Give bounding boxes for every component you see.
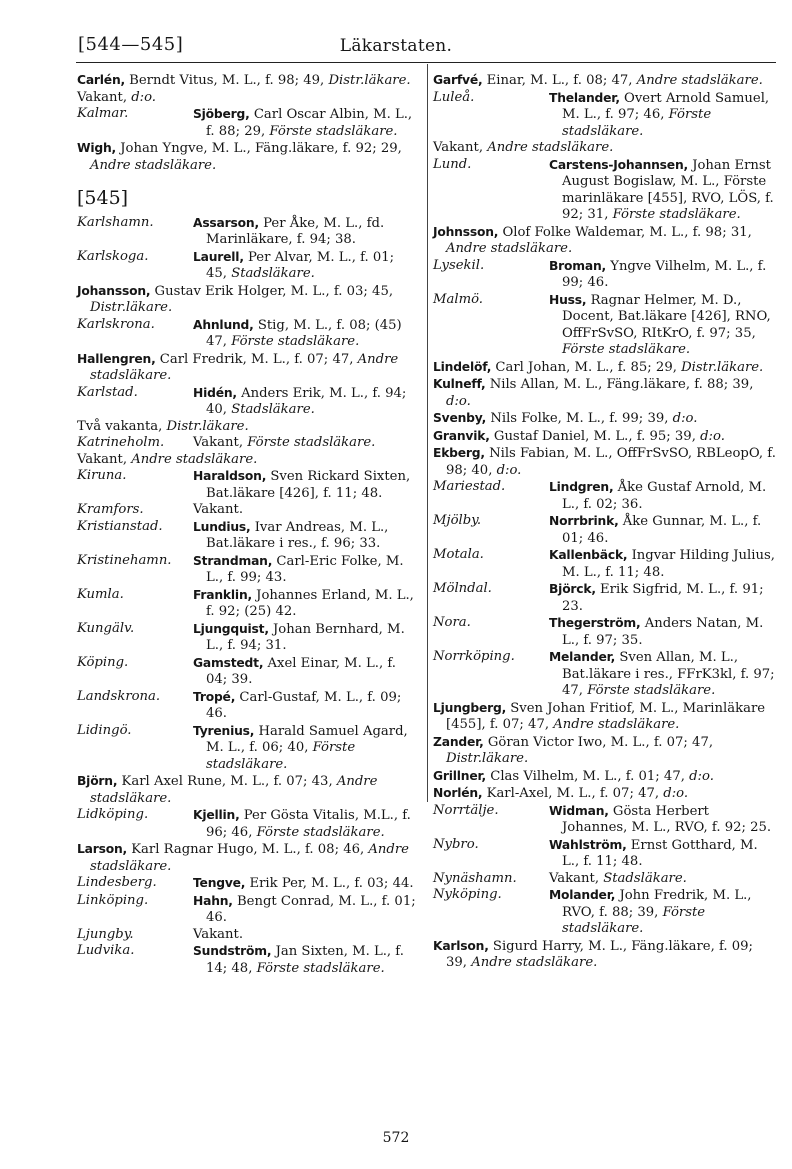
entry-details: Karl-Axel, M. L., f. 07; 47, bbox=[486, 786, 660, 801]
entry-details: Carl-Eric Folke, M. L., f. 99; 43. bbox=[206, 553, 404, 585]
entry-details: Anders Natan, M. L., f. 97; 35. bbox=[562, 616, 764, 648]
entry-body bbox=[193, 621, 419, 655]
entry-details: Johannes Erland, M. L., f. 92; (25) 42. bbox=[206, 587, 414, 619]
entry-details: Einar, M. L., f. 08; 47, bbox=[486, 73, 633, 88]
register-entry bbox=[77, 943, 419, 977]
entry-details: Harald Samuel Agard, M. L., f. 06; 40, bbox=[206, 723, 408, 755]
section-marker: [545] bbox=[77, 187, 129, 209]
register-entry bbox=[77, 249, 419, 283]
header-rule bbox=[76, 62, 776, 63]
entry-details: Karl Axel Rune, M. L., f. 07; 43, bbox=[121, 774, 333, 789]
position-title: Stadsläkare. bbox=[603, 870, 687, 886]
register-entry bbox=[433, 837, 776, 871]
register-entry bbox=[77, 553, 419, 587]
physician-name: Hallengren, bbox=[77, 351, 156, 366]
physician-name: Franklin, bbox=[193, 587, 252, 602]
physician-name: Zander, bbox=[433, 734, 484, 749]
position-title: d:o. bbox=[700, 428, 725, 444]
position-title: Stadsläkare. bbox=[231, 402, 315, 417]
entry-details: Overt Arnold Samuel, M. L., f. 97; 46, bbox=[562, 90, 770, 122]
entry-body bbox=[193, 468, 419, 502]
place-name: Kramfors. bbox=[77, 502, 144, 517]
register-entry bbox=[433, 140, 776, 157]
entry-body bbox=[193, 587, 419, 621]
register-entry bbox=[77, 468, 419, 502]
position-title: d:o. bbox=[663, 786, 689, 801]
entry-details: Åke Gustaf Arnold, M. L., f. 02; 36. bbox=[562, 480, 767, 512]
register-entry bbox=[77, 519, 419, 553]
entry-details: Olof Folke Waldemar, M. L., f. 98; 31, bbox=[502, 224, 752, 240]
place-name: Ludvika. bbox=[77, 943, 135, 958]
physician-name: Hidén, bbox=[193, 385, 237, 400]
entry-details: Vakant. bbox=[193, 926, 244, 942]
position-title: d:o. bbox=[446, 393, 471, 409]
entry-body bbox=[193, 317, 419, 351]
position-title: Förste stadsläkare. bbox=[587, 683, 716, 698]
physician-name: Thelander, bbox=[549, 90, 620, 105]
place-name: Lindesberg. bbox=[77, 875, 157, 890]
place-name: Ljungby. bbox=[77, 926, 134, 942]
running-title: Läkarstaten. bbox=[339, 36, 453, 56]
entry-details: Per Gösta Vitalis, M.L., f. 96; 46, bbox=[206, 808, 411, 840]
register-entry bbox=[433, 224, 776, 258]
position-title: Förste stadsläkare. bbox=[256, 960, 385, 976]
physician-name: Johnsson, bbox=[433, 224, 499, 239]
register-entry bbox=[77, 106, 419, 140]
position-title: d:o. bbox=[496, 462, 522, 478]
physician-name: Huss, bbox=[549, 292, 587, 307]
register-entry bbox=[433, 258, 776, 292]
entry-details: Sven Allan, M. L., Bat.läkare i res., FFrK3kl, f. 97; 47, bbox=[562, 650, 775, 698]
entry-details: Johan Ernst August Bogislaw, M. L., Förste marinläkare [455], RVO, LÖS, f. 92; 31, bbox=[562, 157, 774, 222]
entry-details: Berndt Vitus, M. L., f. 98; 49, bbox=[129, 73, 325, 88]
physician-name: Widman, bbox=[549, 803, 609, 818]
physician-name: Molander, bbox=[549, 888, 616, 902]
place-name: Kiruna. bbox=[77, 468, 127, 483]
entry-body bbox=[549, 258, 776, 292]
entry-details: Ernst Gotthard, M. L., f. 11; 48. bbox=[562, 837, 758, 869]
entry-details: Carl Fredrik, M. L., f. 07; 47, bbox=[159, 351, 354, 367]
entry-details: Axel Einar, M. L., f. 04; 39. bbox=[206, 655, 396, 687]
physician-name: Melander, bbox=[549, 650, 616, 664]
place-name: Karlskrona. bbox=[77, 316, 155, 332]
register-entry bbox=[433, 871, 776, 888]
register-entry bbox=[77, 655, 419, 689]
register-entry bbox=[433, 785, 776, 803]
place-name: Mariestad. bbox=[433, 479, 506, 494]
entry-body bbox=[193, 723, 419, 774]
register-entry bbox=[77, 773, 419, 807]
physician-name: Svenby, bbox=[433, 411, 487, 425]
register-entry bbox=[433, 803, 776, 837]
physician-name: Björn, bbox=[77, 774, 118, 788]
register-entry bbox=[433, 292, 776, 359]
entry-details: Vakant, bbox=[193, 435, 244, 450]
position-title: Andre stadsläkare. bbox=[636, 73, 763, 88]
physician-name: Wahlström, bbox=[549, 837, 627, 852]
position-title: Andre stadsläkare. bbox=[90, 842, 409, 874]
entry-details: Carl Johan, M. L., f. 85; 29, bbox=[495, 359, 677, 375]
position-title: Förste stadsläkare. bbox=[562, 107, 712, 139]
register-entry bbox=[433, 513, 776, 547]
entry-details: Sigurd Harry, M. L., Fäng.läkare, f. 09; 39, bbox=[446, 938, 753, 970]
place-name: Nyköping. bbox=[433, 887, 502, 902]
register-entry bbox=[433, 700, 776, 734]
entry-body bbox=[549, 581, 776, 615]
entry-details: John Fredrik, M. L., RVO, f. 88; 39, bbox=[562, 888, 752, 920]
register-entry bbox=[77, 807, 419, 841]
place-name: Landskrona. bbox=[77, 688, 161, 704]
column-divider bbox=[427, 64, 428, 802]
entry-details: Göran Victor Iwo, M. L., f. 07; 47, bbox=[487, 734, 714, 750]
register-entry bbox=[433, 768, 776, 786]
place-name: Lidköping. bbox=[77, 807, 149, 822]
register-entry bbox=[77, 689, 419, 723]
entry-body bbox=[193, 435, 419, 452]
entry-body bbox=[193, 807, 419, 841]
place-name: Nynäshamn. bbox=[433, 870, 517, 886]
place-name: Köping. bbox=[77, 654, 129, 670]
entry-details: Carl Oscar Albin, M. L., f. 88; 29, bbox=[206, 107, 413, 139]
register-entry bbox=[433, 410, 776, 428]
place-name: Norrtälje. bbox=[433, 802, 499, 818]
entry-details: Erik Per, M. L., f. 03; 44. bbox=[249, 876, 414, 891]
physician-name: Sundström, bbox=[193, 944, 272, 958]
entry-details: Vakant, bbox=[77, 451, 128, 467]
position-title: Andre stadsläkare. bbox=[90, 157, 217, 173]
entry-body bbox=[549, 837, 776, 871]
physician-name: Johansson, bbox=[77, 283, 151, 298]
register-entry bbox=[433, 90, 776, 141]
entry-body bbox=[193, 519, 419, 553]
entry-details: Ivar Andreas, M. L., Bat.läkare i res., f. 96; 33. bbox=[206, 519, 389, 551]
register-entry bbox=[77, 502, 419, 519]
register-entry bbox=[77, 452, 419, 469]
entry-details: Per Alvar, M. L., f. 01; 45, bbox=[206, 249, 395, 281]
place-name: Kungälv. bbox=[77, 620, 135, 636]
physician-name: Ahnlund, bbox=[193, 317, 254, 332]
place-name: Kristinehamn. bbox=[77, 552, 172, 568]
entry-details: Åke Gunnar, M. L., f. 01; 46. bbox=[562, 514, 762, 546]
physician-name: Lundius, bbox=[193, 519, 251, 534]
place-name: Kalmar. bbox=[77, 106, 129, 121]
page-range: [544—545] bbox=[78, 34, 184, 55]
register-entry bbox=[77, 875, 419, 893]
place-name: Nybro. bbox=[433, 836, 479, 852]
place-name: Karlskoga. bbox=[77, 248, 149, 264]
entry-details: Jan Sixten, M. L., f. 14; 48, bbox=[206, 944, 404, 976]
left-column bbox=[77, 72, 419, 977]
physician-name: Haraldson, bbox=[193, 469, 267, 483]
entry-body bbox=[549, 547, 776, 581]
position-title: Distr.läkare. bbox=[681, 359, 764, 375]
position-title: Andre stadsläkare. bbox=[487, 140, 614, 155]
place-name: Kristianstad. bbox=[77, 518, 163, 534]
physician-name: Thegerström, bbox=[549, 616, 641, 630]
position-title: Distr.läkare. bbox=[328, 73, 411, 88]
position-title: Förste stadsläkare. bbox=[562, 342, 691, 357]
register-entry bbox=[433, 887, 776, 938]
page-header bbox=[0, 0, 792, 60]
register-entry bbox=[77, 90, 419, 107]
physician-name: Kallenbäck, bbox=[549, 548, 628, 562]
register-entry bbox=[433, 547, 776, 581]
place-name: Katrineholm. bbox=[77, 435, 165, 450]
place-name: Mölndal. bbox=[433, 581, 492, 596]
position-title: Distr.läkare. bbox=[90, 300, 173, 315]
register-entry bbox=[77, 140, 419, 174]
entry-details: Clas Vilhelm, M. L., f. 01; 47, bbox=[490, 768, 685, 784]
entry-body bbox=[549, 803, 776, 837]
place-name: Lysekil. bbox=[433, 257, 485, 273]
entry-body bbox=[193, 106, 419, 140]
physician-name: Tyrenius, bbox=[193, 723, 255, 738]
position-title: Andre stadsläkare. bbox=[131, 451, 258, 467]
place-name: Karlshamn. bbox=[77, 214, 154, 230]
register-entry bbox=[433, 157, 776, 224]
entry-body bbox=[193, 943, 419, 977]
physician-name: Assarson, bbox=[193, 215, 259, 230]
entry-details: Vakant, bbox=[77, 89, 128, 105]
entry-body bbox=[193, 249, 419, 283]
entry-details: Vakant. bbox=[193, 502, 244, 517]
entry-details: Karl Ragnar Hugo, M. L., f. 08; 46, bbox=[131, 842, 365, 857]
entry-details: Sven Rickard Sixten, Bat.läkare [426], f. 11; 48. bbox=[206, 469, 411, 501]
position-title: Andre stadsläkare. bbox=[446, 241, 573, 256]
entry-details: Gustav Erik Holger, M. L., f. 03; 45, bbox=[154, 283, 394, 299]
physician-name: Tengve, bbox=[193, 876, 246, 890]
physician-name: Ekberg, bbox=[433, 446, 485, 460]
register-entry bbox=[77, 72, 419, 90]
register-entry bbox=[433, 734, 776, 768]
physician-name: Granvik, bbox=[433, 428, 490, 443]
entry-body bbox=[549, 649, 776, 700]
entry-body bbox=[193, 655, 419, 689]
position-title: Förste stadsläkare. bbox=[206, 740, 356, 772]
entry-body bbox=[549, 90, 776, 141]
place-name: Karlstad. bbox=[77, 384, 138, 400]
entry-body bbox=[193, 502, 419, 519]
register-entry bbox=[433, 376, 776, 410]
position-title: Distr.läkare. bbox=[166, 418, 249, 434]
register-entry bbox=[77, 435, 419, 452]
register-entry bbox=[77, 419, 419, 436]
entry-details: Yngve Vilhelm, M. L., f. 99; 46. bbox=[562, 258, 767, 290]
entry-details: Stig, M. L., f. 08; (45) 47, bbox=[206, 317, 402, 349]
place-name: Lidingö. bbox=[77, 722, 132, 738]
entry-details: Ingvar Hilding Julius, M. L., f. 11; 48. bbox=[562, 548, 775, 580]
register-entry bbox=[77, 385, 419, 419]
register-entry bbox=[77, 283, 419, 317]
position-title: d:o. bbox=[689, 768, 714, 784]
entry-details: Erik Sigfrid, M. L., f. 91; 23. bbox=[562, 582, 764, 614]
entry-details: Ragnar Helmer, M. D., Docent, Bat.läkare [426], RNO, OffFrSvSO, RItKrO, f. 97; 35, bbox=[562, 292, 771, 341]
place-name: Linköping. bbox=[77, 892, 149, 908]
entry-body bbox=[193, 689, 419, 723]
physician-name: Norlén, bbox=[433, 786, 483, 800]
entry-body bbox=[549, 887, 776, 938]
register-entry bbox=[77, 893, 419, 927]
register-entry bbox=[433, 359, 776, 377]
register-entry bbox=[77, 927, 419, 944]
position-title: Andre stadsläkare. bbox=[90, 351, 399, 383]
entry-body bbox=[193, 875, 419, 893]
position-title: d:o. bbox=[131, 89, 157, 105]
register-entry bbox=[433, 445, 776, 479]
entry-details: Nils Allan, M. L., Fäng.läkare, f. 88; 39, bbox=[489, 377, 754, 392]
position-title: d:o. bbox=[672, 411, 698, 426]
entry-details: Per Åke, M. L., fd. Marinläkare, f. 94; 38. bbox=[206, 215, 385, 247]
physician-name: Carlén, bbox=[77, 73, 125, 87]
register-entry bbox=[433, 649, 776, 700]
physician-name: Grillner, bbox=[433, 768, 487, 783]
page-number: 572 bbox=[382, 1130, 410, 1146]
physician-name: Carstens-Johannsen, bbox=[549, 157, 688, 172]
entry-body bbox=[549, 871, 776, 888]
physician-name: Tropé, bbox=[193, 689, 236, 704]
physician-name: Karlson, bbox=[433, 938, 489, 953]
position-title: Förste stadsläkare. bbox=[247, 435, 376, 450]
physician-name: Björck, bbox=[549, 582, 596, 596]
entry-body bbox=[549, 292, 776, 359]
register-entry bbox=[433, 72, 776, 90]
physician-name: Lindelöf, bbox=[433, 359, 492, 374]
physician-name: Strandman, bbox=[193, 553, 273, 568]
physician-name: Larson, bbox=[77, 842, 127, 856]
register-entry bbox=[77, 351, 419, 385]
place-name: Mjölby. bbox=[433, 513, 482, 528]
entry-body bbox=[193, 553, 419, 587]
position-title: Andre stadsläkare. bbox=[90, 774, 378, 806]
physician-name: Kjellin, bbox=[193, 808, 240, 822]
place-name: Lund. bbox=[433, 156, 472, 172]
entry-details: Carl-Gustaf, M. L., f. 09; 46. bbox=[206, 689, 402, 721]
entry-details: Gustaf Daniel, M. L., f. 95; 39, bbox=[493, 428, 696, 444]
position-title: Förste stadsläkare. bbox=[562, 904, 706, 936]
entry-body bbox=[549, 479, 776, 513]
register-entry bbox=[77, 587, 419, 621]
register-entry bbox=[433, 479, 776, 513]
physician-name: Kulneff, bbox=[433, 377, 486, 391]
place-name: Motala. bbox=[433, 547, 484, 562]
position-title: Förste stadsläkare. bbox=[256, 824, 385, 840]
right-column bbox=[433, 72, 776, 972]
place-name: Malmö. bbox=[433, 291, 483, 307]
place-name: Nora. bbox=[433, 615, 471, 630]
entry-details: Bengt Conrad, M. L., f. 01; 46. bbox=[206, 893, 416, 925]
register-entry bbox=[77, 621, 419, 655]
place-name: Norrköping. bbox=[433, 649, 515, 664]
physician-name: Ljungquist, bbox=[193, 621, 269, 636]
entry-details: Gösta Herbert Johannes, M. L., RVO, f. 92; 25. bbox=[562, 803, 772, 835]
register-entry bbox=[77, 841, 419, 875]
register-entry bbox=[433, 581, 776, 615]
place-name: Kumla. bbox=[77, 586, 124, 602]
position-title: Förste stadsläkare. bbox=[231, 334, 360, 349]
entry-body bbox=[193, 385, 419, 419]
entry-details: Vakant, bbox=[549, 870, 600, 886]
entry-details: Två vakanta, bbox=[77, 418, 163, 434]
register-entry bbox=[433, 938, 776, 972]
register-entry bbox=[433, 615, 776, 649]
entry-details: Sven Johan Fritiof, M. L., Marinläkare [455], f. 07; 47, bbox=[446, 700, 766, 732]
entry-body bbox=[549, 157, 776, 224]
position-title: Distr.läkare. bbox=[446, 751, 529, 766]
entry-details: Johan Bernhard, M. L., f. 94; 31. bbox=[206, 621, 405, 653]
register-entry bbox=[77, 317, 419, 351]
register-entry bbox=[77, 215, 419, 249]
entry-details: Nils Fabian, M. L., OffFrSvSO, RBLeopO, f. 98; 40, bbox=[446, 446, 776, 478]
position-title: Andre stadsläkare. bbox=[471, 955, 598, 970]
entry-body bbox=[193, 927, 419, 944]
physician-name: Lindgren, bbox=[549, 480, 614, 494]
physician-name: Gamstedt, bbox=[193, 655, 264, 670]
entry-details: Nils Folke, M. L., f. 99; 39, bbox=[490, 411, 669, 426]
position-title: Förste stadsläkare. bbox=[269, 123, 398, 139]
register-entry bbox=[433, 428, 776, 446]
entry-body bbox=[193, 893, 419, 927]
entry-details: Vakant, bbox=[433, 140, 484, 155]
entry-body bbox=[549, 513, 776, 547]
physician-name: Sjöberg, bbox=[193, 107, 250, 121]
position-title: Förste stadsläkare. bbox=[612, 207, 741, 222]
physician-name: Laurell, bbox=[193, 249, 244, 264]
physician-name: Garfvé, bbox=[433, 73, 483, 87]
physician-name: Ljungberg, bbox=[433, 700, 507, 715]
physician-name: Wigh, bbox=[77, 141, 117, 155]
entry-details: Anders Erik, M. L., f. 94; 40, bbox=[206, 385, 407, 417]
entry-body bbox=[193, 215, 419, 249]
physician-name: Norrbrink, bbox=[549, 514, 619, 528]
register-entry bbox=[77, 723, 419, 774]
physician-name: Hahn, bbox=[193, 893, 233, 908]
entry-details: Johan Yngve, M. L., Fäng.läkare, f. 92; 29, bbox=[120, 141, 402, 156]
physician-name: Broman, bbox=[549, 258, 607, 273]
entry-body bbox=[549, 615, 776, 649]
position-title: Andre stadsläkare. bbox=[553, 717, 680, 732]
place-name: Luleå. bbox=[433, 89, 475, 105]
position-title: Stadsläkare. bbox=[231, 266, 315, 281]
